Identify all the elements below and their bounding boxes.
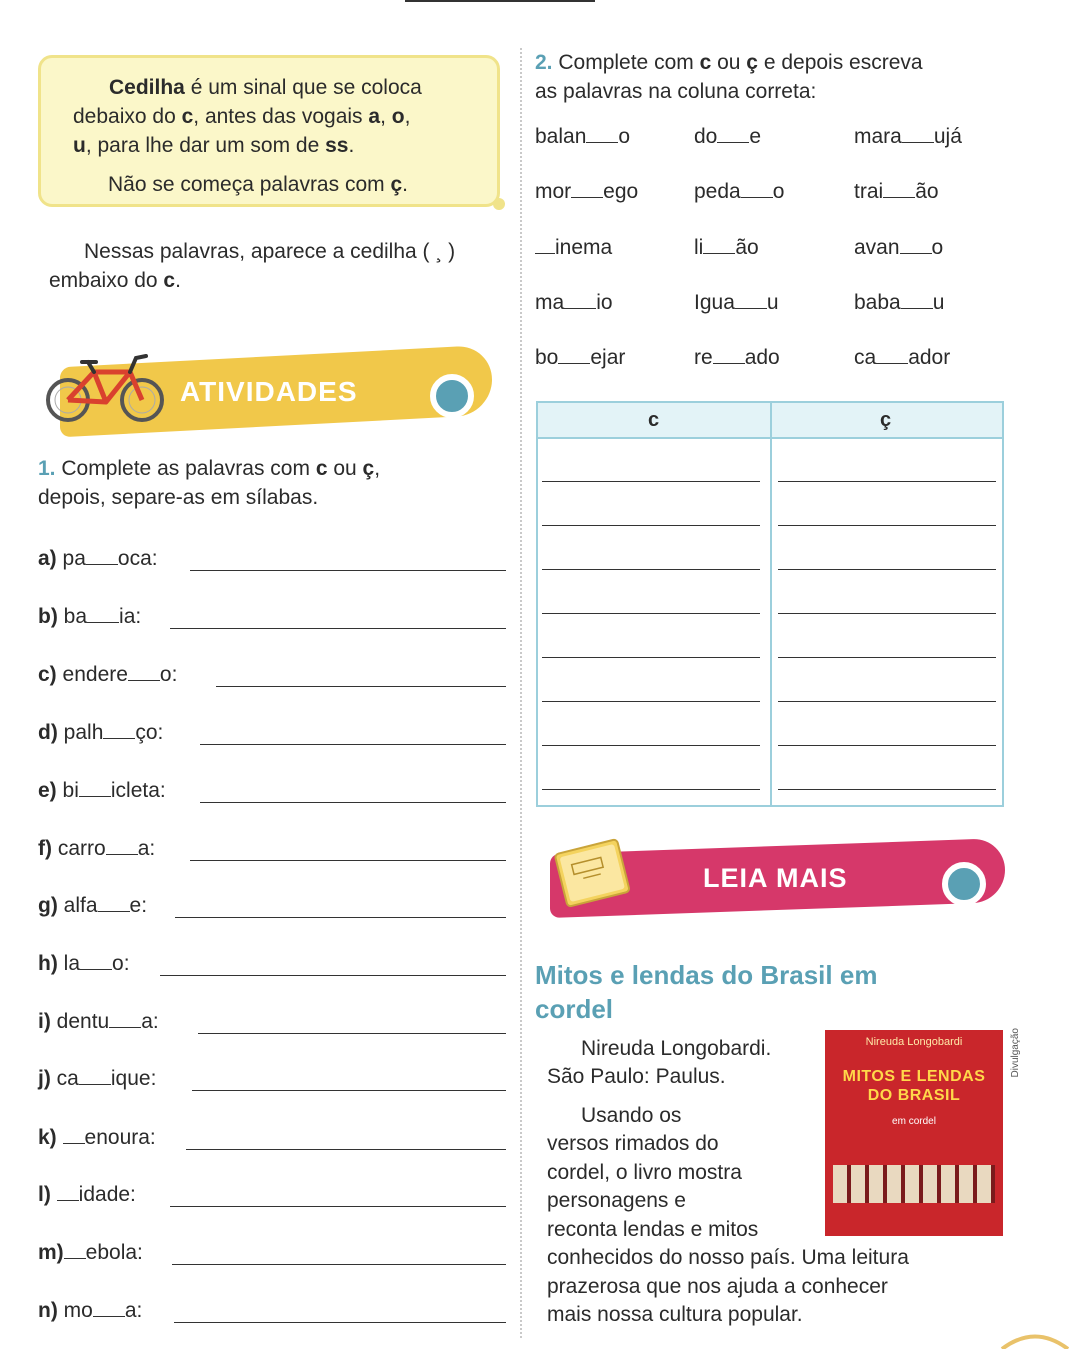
fill-blank[interactable] bbox=[98, 893, 130, 912]
fill-blank[interactable] bbox=[109, 1009, 141, 1028]
exercise-1-item: j) ca ique: bbox=[38, 1067, 157, 1090]
exercise-1-item: i) dentu a: bbox=[38, 1010, 159, 1033]
fill-blank[interactable] bbox=[586, 124, 618, 143]
exercise-1-instruction-line-2: depois, separe-as em sílabas. bbox=[38, 486, 319, 509]
table-answer-line[interactable] bbox=[542, 789, 760, 790]
book-desc-line: Usando os bbox=[581, 1104, 682, 1127]
book-author: Nireuda Longobardi. bbox=[581, 1037, 772, 1060]
banner-circle-decor bbox=[942, 862, 986, 906]
fill-blank[interactable] bbox=[741, 179, 773, 198]
answer-line[interactable] bbox=[170, 1206, 506, 1207]
answer-line[interactable] bbox=[200, 802, 506, 803]
book-title-line-1: Mitos e lendas do Brasil em bbox=[535, 960, 878, 990]
table-answer-line[interactable] bbox=[778, 569, 996, 570]
table-answer-line[interactable] bbox=[542, 481, 760, 482]
fill-blank[interactable] bbox=[106, 836, 138, 855]
fill-blank[interactable] bbox=[735, 290, 767, 309]
fill-blank[interactable] bbox=[564, 290, 596, 309]
table-answer-line[interactable] bbox=[542, 701, 760, 702]
book-desc-line: mais nossa cultura popular. bbox=[547, 1303, 803, 1326]
answer-line[interactable] bbox=[174, 1322, 506, 1323]
answer-line[interactable] bbox=[186, 1149, 506, 1150]
answer-line[interactable] bbox=[192, 1090, 506, 1091]
fill-blank[interactable] bbox=[901, 290, 933, 309]
atividades-title: ATIVIDADES bbox=[180, 376, 358, 407]
word-item: ca ador bbox=[854, 346, 951, 369]
cover-title-2: DO BRASIL bbox=[867, 1087, 961, 1104]
fill-blank[interactable] bbox=[63, 1125, 85, 1144]
exercise-1-item: f) carro a: bbox=[38, 837, 156, 860]
table-column-divider bbox=[770, 403, 772, 805]
top-rule bbox=[405, 0, 595, 2]
leia-mais-title: LEIA MAIS bbox=[703, 863, 848, 893]
answer-line[interactable] bbox=[190, 570, 506, 571]
answer-line[interactable] bbox=[200, 744, 506, 745]
table-header-cedilha: ç bbox=[880, 409, 892, 431]
decor-dot bbox=[493, 198, 505, 210]
answer-line[interactable] bbox=[172, 1264, 506, 1265]
fill-blank[interactable] bbox=[64, 1240, 86, 1259]
cover-title-1: MITOS E LENDAS bbox=[842, 1068, 986, 1085]
exercise-2-instruction-line-2: as palavras na coluna correta: bbox=[535, 80, 817, 103]
table-answer-line[interactable] bbox=[542, 657, 760, 658]
word-item: li ão bbox=[694, 236, 759, 259]
answer-line[interactable] bbox=[198, 1033, 506, 1034]
book-desc-line: reconta lendas e mitos bbox=[547, 1218, 759, 1241]
book-publisher: São Paulo: Paulus. bbox=[547, 1065, 726, 1088]
fill-blank[interactable] bbox=[103, 720, 135, 739]
table-answer-line[interactable] bbox=[778, 701, 996, 702]
word-item: mara ujá bbox=[854, 125, 962, 148]
table-answer-line[interactable] bbox=[542, 613, 760, 614]
table-answer-line[interactable] bbox=[542, 569, 760, 570]
word-item: avan o bbox=[854, 236, 944, 259]
table-answer-line[interactable] bbox=[778, 613, 996, 614]
exercise-1-item: m) ebola: bbox=[38, 1241, 143, 1264]
cedilha-note-line-1: Nessas palavras, aparece a cedilha ( ¸ ) bbox=[84, 240, 456, 263]
answer-line[interactable] bbox=[175, 917, 506, 918]
fill-blank[interactable] bbox=[86, 546, 118, 565]
word-item: baba u bbox=[854, 291, 945, 314]
word-item: ma io bbox=[535, 291, 613, 314]
exercise-1-item: g) alfa e: bbox=[38, 894, 148, 917]
corner-decor bbox=[1000, 1328, 1069, 1349]
answer-line[interactable] bbox=[160, 975, 506, 976]
book-desc-line: versos rimados do bbox=[547, 1132, 719, 1155]
word-item: re ado bbox=[694, 346, 780, 369]
table-answer-line[interactable] bbox=[542, 745, 760, 746]
book-cover-image bbox=[825, 1030, 1003, 1236]
fill-blank[interactable] bbox=[902, 124, 934, 143]
c-cedilha-table bbox=[536, 401, 1004, 807]
column-divider bbox=[520, 48, 522, 1338]
table-header-c: c bbox=[648, 409, 660, 431]
fill-blank[interactable] bbox=[900, 235, 932, 254]
exercise-1-item: l) idade: bbox=[38, 1183, 136, 1206]
fill-blank[interactable] bbox=[876, 345, 908, 364]
table-answer-line[interactable] bbox=[778, 745, 996, 746]
cedilha-line-1: Cedilha é um sinal que se coloca bbox=[109, 76, 422, 99]
exercise-1-item: b) ba ia: bbox=[38, 605, 142, 628]
book-title-line-2: cordel bbox=[535, 994, 614, 1024]
cedilha-line-2: debaixo do c, antes das vogais a, o, bbox=[73, 105, 411, 128]
fill-blank[interactable] bbox=[713, 345, 745, 364]
word-item: Igua u bbox=[694, 291, 779, 314]
book-desc-line: conhecidos do nosso país. Uma leitura bbox=[547, 1246, 909, 1269]
image-credit: Divulgação bbox=[1010, 1028, 1021, 1078]
exercise-1-item: n) mo a: bbox=[38, 1299, 143, 1322]
word-item: balan o bbox=[535, 125, 631, 148]
fill-blank[interactable] bbox=[703, 235, 735, 254]
exercise-1-item: e) bi icleta: bbox=[38, 779, 166, 802]
book-desc-line: personagens e bbox=[547, 1189, 686, 1212]
answer-line[interactable] bbox=[190, 860, 506, 861]
table-answer-line[interactable] bbox=[778, 657, 996, 658]
fill-blank[interactable] bbox=[883, 179, 915, 198]
answer-line[interactable] bbox=[170, 628, 506, 629]
cedilha-line-4: Não se começa palavras com ç. bbox=[108, 173, 408, 196]
banner-circle-decor bbox=[430, 374, 474, 418]
fill-blank[interactable] bbox=[79, 778, 111, 797]
fill-blank[interactable] bbox=[717, 124, 749, 143]
exercise-1-item: k) enoura: bbox=[38, 1126, 156, 1149]
fill-blank[interactable] bbox=[571, 179, 603, 198]
cover-author: Nireuda Longobardi bbox=[865, 1036, 963, 1048]
cover-subtitle: em cordel bbox=[892, 1116, 936, 1127]
fill-blank[interactable] bbox=[80, 951, 112, 970]
exercise-1-instruction-line-1: 1. Complete as palavras com c ou ç, bbox=[38, 457, 381, 480]
book-desc-line: prazerosa que nos ajuda a conhecer bbox=[547, 1275, 888, 1298]
exercise-1-item: h) la o: bbox=[38, 952, 130, 975]
cedilha-note-line-2: embaixo do c. bbox=[49, 269, 181, 292]
exercise-1-item: d) palh ço: bbox=[38, 721, 164, 744]
word-item: inema bbox=[535, 235, 612, 260]
cover-illustration bbox=[833, 1165, 995, 1203]
table-answer-line[interactable] bbox=[778, 481, 996, 482]
table-answer-line[interactable] bbox=[778, 789, 996, 790]
fill-blank[interactable] bbox=[535, 235, 555, 254]
word-item: peda o bbox=[694, 180, 785, 203]
cedilha-definition-box bbox=[38, 55, 500, 207]
fill-blank[interactable] bbox=[57, 1182, 79, 1201]
exercise-1-item: c) endere o: bbox=[38, 663, 178, 686]
word-item: trai ão bbox=[854, 180, 939, 203]
word-item: do e bbox=[694, 125, 762, 148]
fill-blank[interactable] bbox=[558, 345, 590, 364]
book-icon bbox=[542, 832, 642, 912]
table-answer-line[interactable] bbox=[542, 525, 760, 526]
answer-line[interactable] bbox=[216, 686, 506, 687]
bicycle-icon bbox=[42, 350, 167, 425]
fill-blank[interactable] bbox=[79, 1066, 111, 1085]
fill-blank[interactable] bbox=[93, 1298, 125, 1317]
fill-blank[interactable] bbox=[87, 604, 119, 623]
table-answer-line[interactable] bbox=[778, 525, 996, 526]
word-item: bo ejar bbox=[535, 346, 626, 369]
word-item: mor ego bbox=[535, 180, 639, 203]
fill-blank[interactable] bbox=[128, 662, 160, 681]
exercise-2-instruction-line-1: 2. Complete com c ou ç e depois escreva bbox=[535, 51, 923, 74]
exercise-1-item: a) pa oca: bbox=[38, 547, 158, 570]
book-desc-line: cordel, o livro mostra bbox=[547, 1161, 742, 1184]
cedilha-line-3: u, para lhe dar um som de ss. bbox=[73, 134, 355, 157]
